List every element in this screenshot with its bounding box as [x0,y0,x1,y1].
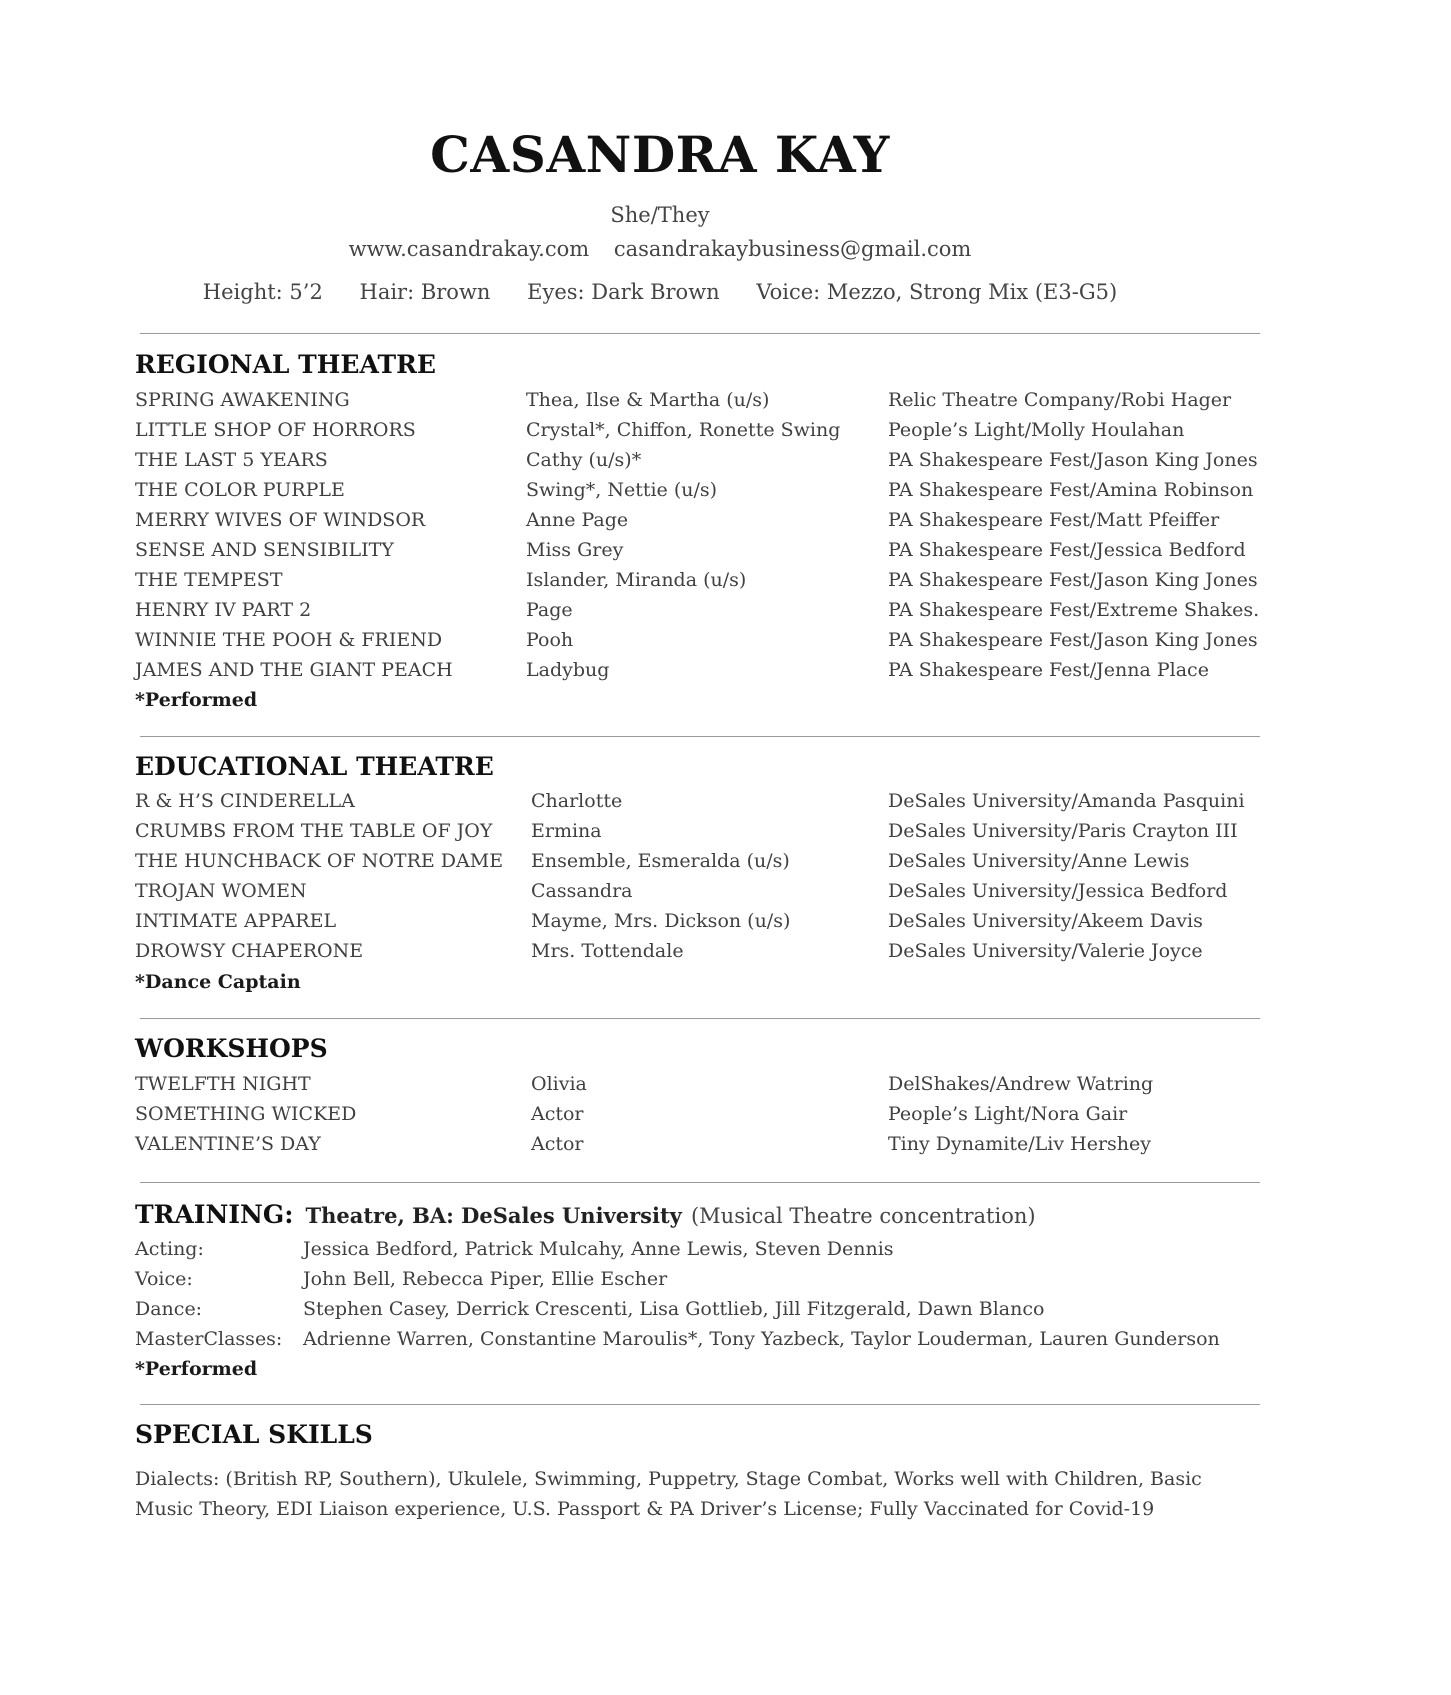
training-row [135,1328,1265,1358]
show-title: THE HUNCHBACK OF NOTRE DAME [135,850,504,872]
company: DeSales University/Jessica Bedford [888,880,1228,902]
role: Mayme, Mrs. Dickson (u/s) [531,910,791,932]
credit-row [135,419,1265,449]
role: Miss Grey [526,539,624,561]
pronouns: She/They [610,203,710,227]
training-area: MasterClasses: [135,1328,283,1350]
credit-row [135,569,1265,599]
performed-note: *Performed [135,689,258,711]
hair-stat: Hair: Brown [359,280,491,304]
credit-row [135,940,1265,970]
special-skills-heading: SPECIAL SKILLS [135,1420,373,1449]
role: Actor [531,1103,584,1125]
training-concentration: (Musical Theatre concentration) [690,1204,1036,1228]
training-teachers: Stephen Casey, Derrick Crescenti, Lisa Gottlieb, Jill Fitzgerald, Dawn Blanco [303,1298,1045,1320]
show-title: TWELFTH NIGHT [135,1073,311,1095]
training-area: Voice: [135,1268,193,1290]
credit-row [135,659,1265,689]
credit-row [135,629,1265,659]
role: Page [526,599,573,621]
show-title: VALENTINE’S DAY [135,1133,321,1155]
training-teachers: Adrienne Warren, Constantine Maroulis*, Tony Yazbeck, Taylor Louderman, Lauren Gunderson [303,1328,1220,1350]
regional-theatre-heading: REGIONAL THEATRE [135,350,436,379]
role: Charlotte [531,790,623,812]
website-link[interactable]: www.casandrakay.com [348,237,590,261]
role: Mrs. Tottendale [531,940,684,962]
role: Ermina [531,820,602,842]
training-label: TRAINING: [135,1200,294,1229]
show-title: THE LAST 5 YEARS [135,449,328,471]
dance-captain-note: *Dance Captain [135,971,301,993]
training-teachers: John Bell, Rebecca Piper, Ellie Escher [303,1268,668,1290]
show-title: SPRING AWAKENING [135,389,350,411]
company: Tiny Dynamite/Liv Hershey [888,1133,1151,1155]
educational-theatre-credits [135,790,1265,970]
credit-row [135,790,1265,820]
show-title: THE TEMPEST [135,569,283,591]
role: Thea, Ilse & Martha (u/s) [526,389,770,411]
training-list [135,1238,1265,1358]
credit-row [135,820,1265,850]
show-title: DROWSY CHAPERONE [135,940,364,962]
role: Actor [531,1133,584,1155]
credit-row [135,509,1265,539]
voice-stat: Voice: Mezzo, Strong Mix (E3-G5) [756,280,1118,304]
credit-row [135,539,1265,569]
company: People’s Light/Molly Houlahan [888,419,1185,441]
role: Crystal*, Chiffon, Ronette Swing [526,419,841,441]
role: Ensemble, Esmeralda (u/s) [531,850,790,872]
role: Islander, Miranda (u/s) [526,569,747,591]
show-title: HENRY IV PART 2 [135,599,312,621]
show-title: JAMES AND THE GIANT PEACH [135,659,453,681]
show-title: LITTLE SHOP OF HORRORS [135,419,416,441]
credit-row [135,850,1265,880]
regional-theatre-credits [135,389,1265,689]
credit-row [135,910,1265,940]
role: Olivia [531,1073,587,1095]
training-row [135,1298,1265,1328]
show-title: THE COLOR PURPLE [135,479,345,501]
credit-row [135,1133,1265,1163]
workshops-heading: WORKSHOPS [135,1034,328,1063]
height-stat: Height: 5’2 [202,280,323,304]
training-area: Dance: [135,1298,203,1320]
show-title: TROJAN WOMEN [135,880,307,902]
show-title: R & H’S CINDERELLA [135,790,355,812]
role: Ladybug [526,659,610,681]
credit-row [135,1103,1265,1133]
email-link[interactable]: casandrakaybusiness@gmail.com [613,237,972,261]
resume-name: CASANDRA KAY [430,125,890,184]
company: PA Shakespeare Fest/Jason King Jones [888,449,1258,471]
show-title: CRUMBS FROM THE TABLE OF JOY [135,820,493,842]
credit-row [135,880,1265,910]
divider [140,1018,1260,1019]
company: PA Shakespeare Fest/Amina Robinson [888,479,1254,501]
company: PA Shakespeare Fest/Jenna Place [888,659,1209,681]
role: Swing*, Nettie (u/s) [526,479,718,501]
training-row [135,1268,1265,1298]
training-area: Acting: [135,1238,204,1260]
training-teachers: Jessica Bedford, Patrick Mulcahy, Anne Lewis, Steven Dennis [303,1238,894,1260]
company: DelShakes/Andrew Watring [888,1073,1154,1095]
divider [140,1182,1260,1183]
company: PA Shakespeare Fest/Matt Pfeiffer [888,509,1220,531]
divider [140,736,1260,737]
role: Pooh [526,629,574,651]
eyes-stat: Eyes: Dark Brown [527,280,720,304]
company: DeSales University/Valerie Joyce [888,940,1203,962]
show-title: SOMETHING WICKED [135,1103,357,1125]
physical-stats [0,280,1320,304]
company: PA Shakespeare Fest/Jason King Jones [888,629,1258,651]
training-row [135,1238,1265,1268]
role: Cathy (u/s)* [526,449,642,471]
company: DeSales University/Anne Lewis [888,850,1190,872]
company: DeSales University/Paris Crayton III [888,820,1238,842]
company: DeSales University/Akeem Davis [888,910,1203,932]
show-title: SENSE AND SENSIBILITY [135,539,394,561]
role: Cassandra [531,880,633,902]
company: PA Shakespeare Fest/Jason King Jones [888,569,1258,591]
show-title: MERRY WIVES OF WINDSOR [135,509,426,531]
credit-row [135,599,1265,629]
show-title: WINNIE THE POOH & FRIEND [135,629,443,651]
credit-row [135,389,1265,419]
credit-row [135,1073,1265,1103]
contact-line [0,237,1320,261]
show-title: INTIMATE APPAREL [135,910,337,932]
credit-row [135,479,1265,509]
training-heading [135,1200,1036,1229]
divider [140,333,1260,334]
performed-note: *Performed [135,1358,258,1380]
credit-row [135,449,1265,479]
role: Anne Page [526,509,629,531]
company: Relic Theatre Company/Robi Hager [888,389,1232,411]
divider [140,1404,1260,1405]
workshops-credits [135,1073,1265,1163]
training-degree: Theatre, BA: DeSales University [305,1203,682,1228]
company: PA Shakespeare Fest/Extreme Shakes. [888,599,1260,621]
company: PA Shakespeare Fest/Jessica Bedford [888,539,1246,561]
company: People’s Light/Nora Gair [888,1103,1128,1125]
educational-theatre-heading: EDUCATIONAL THEATRE [135,752,494,781]
special-skills-text: Dialects: (British RP, Southern), Ukulele, Swimming, Puppetry, Stage Combat, Works well with Children, Basic Music Theory, EDI Liaison experience, U.S. Passport & PA Driver’s License; Fully Vaccinated for Covid-19 [135,1468,1202,1520]
company: DeSales University/Amanda Pasquini [888,790,1245,812]
